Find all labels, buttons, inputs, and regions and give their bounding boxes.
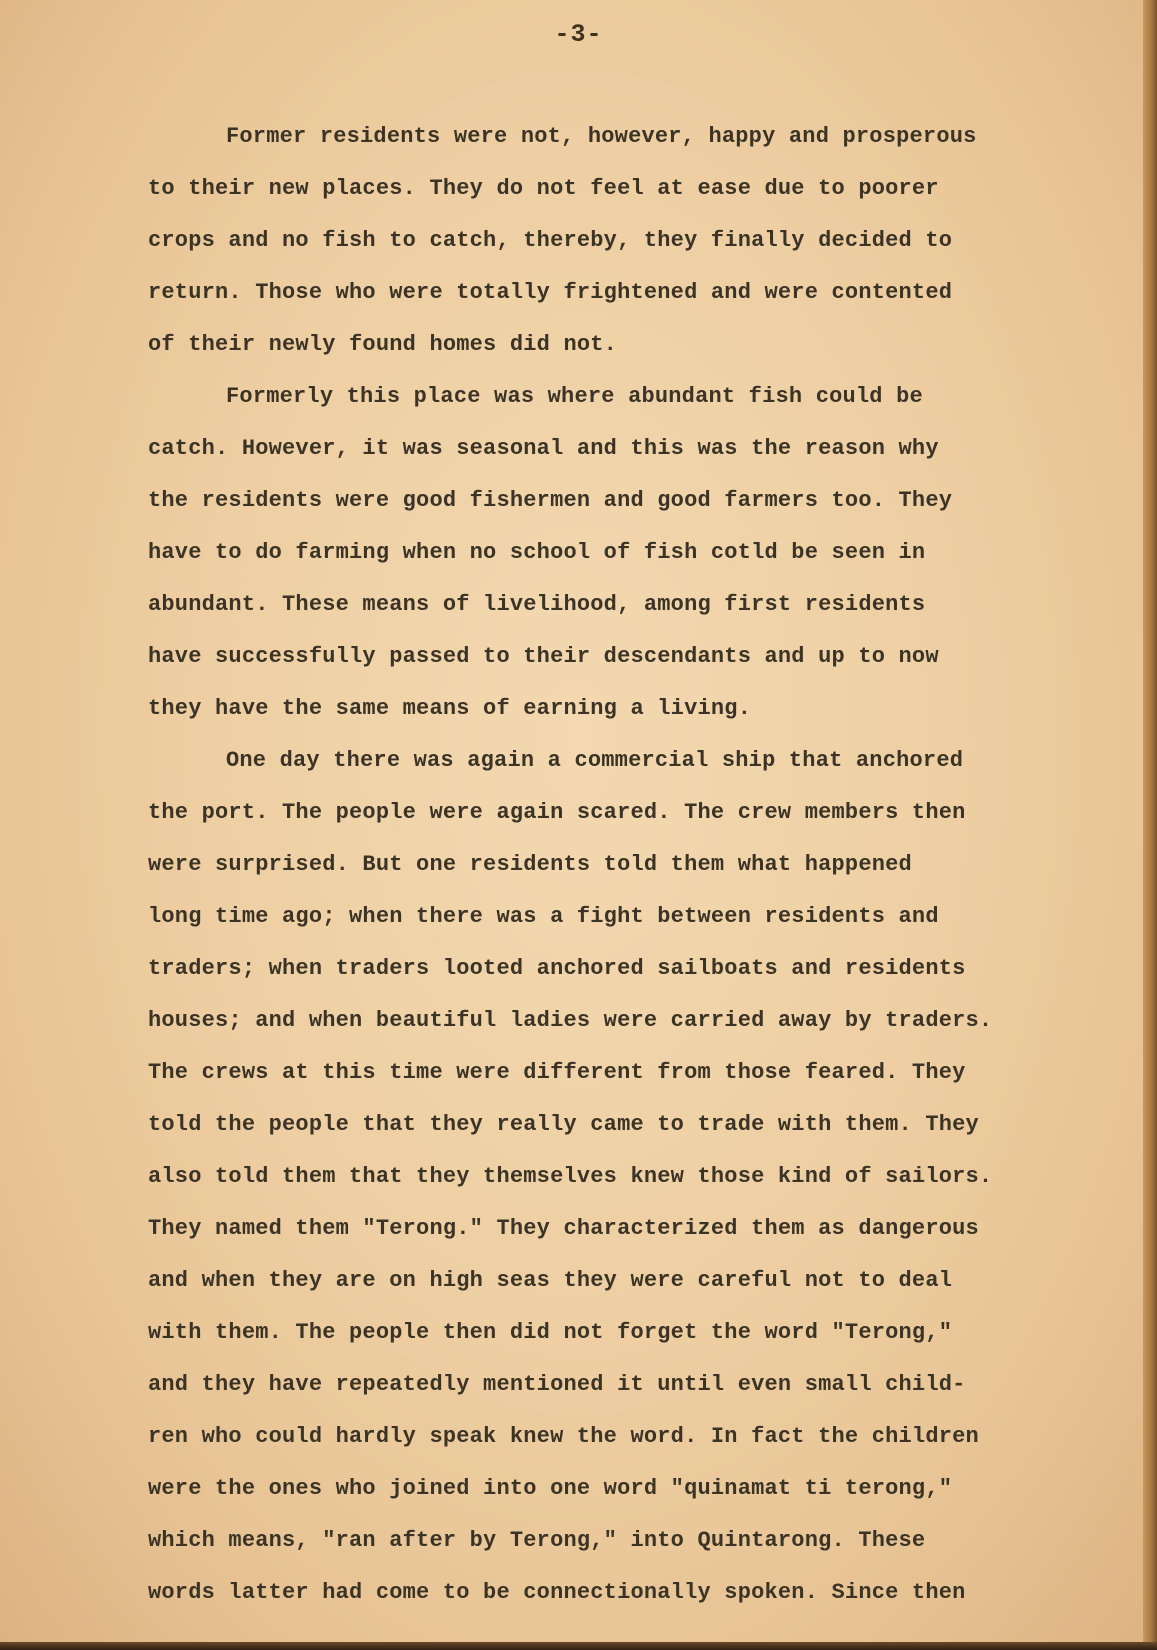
text-line: words latter had come to be connectionally spoken. Since then bbox=[148, 1580, 966, 1605]
text-line: crops and no fish to catch, thereby, they finally decided to bbox=[148, 228, 953, 253]
text-line: long time ago; when there was a fight between residents and bbox=[148, 904, 939, 929]
text-line: houses; and when beautiful ladies were carried away by traders. bbox=[148, 1008, 993, 1033]
text-line: ren who could hardly speak knew the word. In fact the children bbox=[148, 1424, 979, 1449]
text-line: The crews at this time were different from those feared. They bbox=[148, 1060, 966, 1085]
text-line: have successfully passed to their descendants and up to now bbox=[148, 644, 939, 669]
text-line: traders; when traders looted anchored sailboats and residents bbox=[148, 956, 966, 981]
text-line: told the people that they really came to trade with them. They bbox=[148, 1112, 979, 1137]
page-number: -3- bbox=[554, 20, 603, 49]
text-line: they have the same means of earning a living. bbox=[148, 696, 752, 721]
text-line: to their new places. They do not feel at ease due to poorer bbox=[148, 176, 939, 201]
text-line: return. Those who were totally frightened and were contented bbox=[148, 280, 953, 305]
text-line: and when they are on high seas they were careful not to deal bbox=[148, 1268, 953, 1293]
text-line: Formerly this place was where abundant fish could be bbox=[226, 384, 923, 409]
text-line: have to do farming when no school of fish cotld be seen in bbox=[148, 540, 926, 565]
text-line: They named them "Terong." They characterized them as dangerous bbox=[148, 1216, 979, 1241]
text-line: of their newly found homes did not. bbox=[148, 332, 618, 357]
text-line: the residents were good fishermen and good farmers too. They bbox=[148, 488, 953, 513]
text-line: abundant. These means of livelihood, among first residents bbox=[148, 592, 926, 617]
text-line: also told them that they themselves knew those kind of sailors. bbox=[148, 1164, 993, 1189]
text-line: with them. The people then did not forget the word "Terong," bbox=[148, 1320, 953, 1345]
text-line: which means, "ran after by Terong," into Quintarong. These bbox=[148, 1528, 926, 1553]
text-line: were surprised. But one residents told them what happened bbox=[148, 852, 912, 877]
text-line: were the ones who joined into one word "quinamat ti terong," bbox=[148, 1476, 953, 1501]
text-line: and they have repeatedly mentioned it until even small child- bbox=[148, 1372, 966, 1397]
text-line: One day there was again a commercial ship that anchored bbox=[226, 748, 964, 773]
text-line: Former residents were not, however, happy and prosperous bbox=[226, 124, 977, 149]
text-line: the port. The people were again scared. The crew members then bbox=[148, 800, 966, 825]
page-bottom-edge bbox=[0, 1642, 1157, 1650]
text-line: catch. However, it was seasonal and this was the reason why bbox=[148, 436, 939, 461]
page-binding-edge bbox=[1143, 0, 1157, 1650]
